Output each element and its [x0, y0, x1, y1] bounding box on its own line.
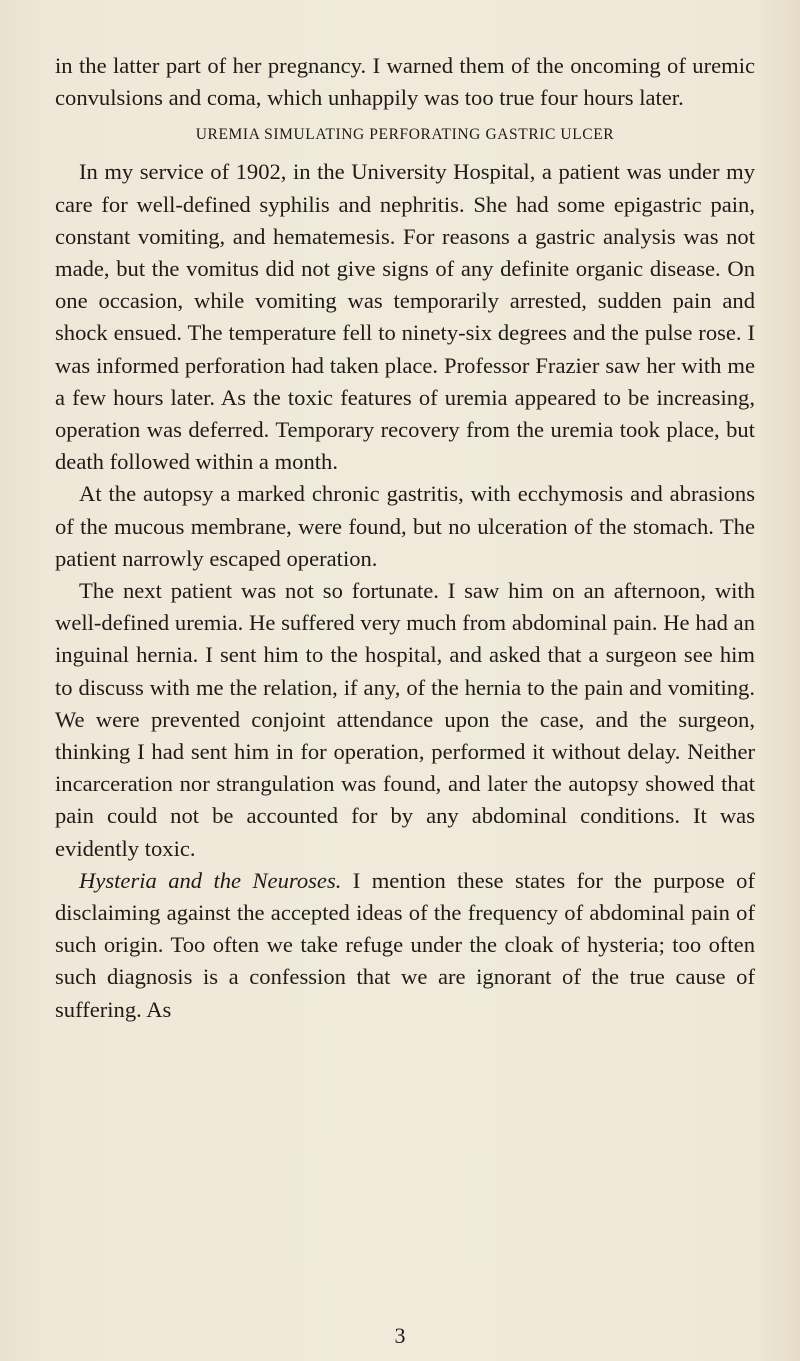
body-text: [55, 50, 755, 1026]
paragraph-hysteria: [55, 865, 755, 1026]
paragraph-lead: Hysteria and the Neuroses.: [79, 867, 342, 893]
paragraph-second-case: The next patient was not so fortunate. I saw him on an afternoon, with well-defined uremia. He suffered very much from abdominal pain. He had an inguinal hernia. I sent him to the hospital, and asked that a surgeon see him to discuss with me the relation, if any, of the hernia to the pain and vomiting. We were prevented conjoint attendance upon the case, and the surgeon, thinking I had sent him in for operation, performed it without delay. Neither incarceration nor strangulation was found, and later the autopsy showed that pain could not be accounted for by any abdominal conditions. It was evidently toxic.: [55, 578, 755, 861]
section-heading: UREMIA SIMULATING PERFORATING GASTRIC ULCER: [195, 126, 615, 144]
paragraph-first-case: In my service of 1902, in the University Hospital, a patient was under my care for well-defined syphilis and nephritis. She had some epigastric pain, constant vomiting, and hematemesis. For reasons a gastric analysis was not made, but the vomitus did not give signs of any definite organic disease. On one occasion, while vomiting was temporarily arrested, sudden pain and shock ensued. The temperature fell to ninety-six degrees and the pulse rose. I was informed perforation had taken place. Professor Frazier saw her with me a few hours later. As the toxic features of uremia appeared to be increasing, operation was deferred. Temporary recovery from the uremia took place, but death followed within a month.: [55, 159, 755, 475]
paragraph-autopsy: At the autopsy a marked chronic gastritis, with ecchymosis and abrasions of the mucous membrane, were found, but no ulceration of the stomach. The patient narrowly escaped operation.: [55, 481, 755, 571]
page-number: 3: [394, 1323, 406, 1348]
paragraph-continuation: in the latter part of her pregnancy. I warned them of the oncoming of uremic convulsions and coma, which unhappily was too true four hours later.: [55, 53, 755, 111]
paragraph-hysteria-text: I mention these states for the purpose of disclaiming against the accepted ideas of the frequency of abdominal pain of such origin. Too often we take refuge under the cloak of hysteria; too often such diagnosis is a confession that we are ignorant of the true cause of suffering. As: [55, 867, 756, 1022]
